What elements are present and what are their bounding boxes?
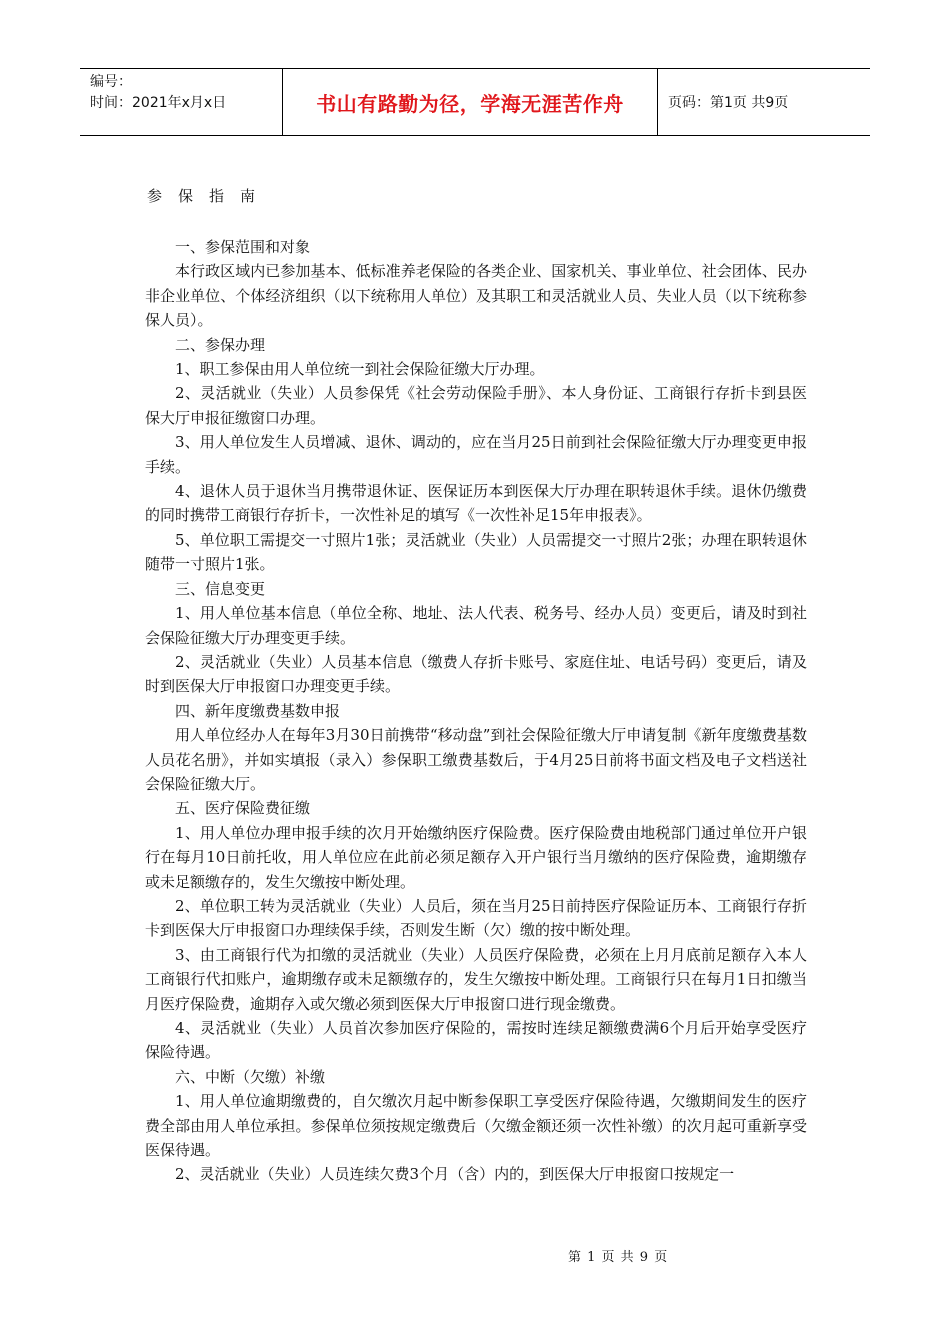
- document-body: [145, 235, 807, 1187]
- paragraph: 5、单位职工需提交一寸照片1张；灵活就业（失业）人员需提交一寸照片2张；办理在职转退休随带一寸照片1张。: [145, 530, 807, 574]
- paragraph: 3、由工商银行代为扣缴的灵活就业（失业）人员医疗保险费，必须在上月月底前足额存入本人工商银行代扣账户，逾期缴存或未足额缴存的，发生欠缴按中断处理。工商银行只在每月1日扣缴当月医疗保险费，逾期存入或欠缴必须到医保大厅申报窗口进行现金缴费。: [145, 945, 807, 1013]
- header-page-info: 页码：第1页 共9页: [668, 95, 789, 111]
- section-heading: 六、中断（欠缴）补缴: [175, 1067, 326, 1086]
- paragraph: 1、职工参保由用人单位统一到社会保险征缴大厅办理。: [175, 360, 545, 379]
- paragraph: 本行政区域内已参加基本、低标准养老保险的各类企业、国家机关、事业单位、社会团体、民办非企业单位、个体经济组织（以下统称用人单位）及其职工和灵活就业人员、失业人员（以下统称参保人员）。: [145, 262, 807, 330]
- document-title: 参保指南: [147, 187, 272, 205]
- paragraph: 1、用人单位逾期缴费的，自欠缴次月起中断参保职工享受医疗保险待遇，欠缴期间发生的医疗费全部由用人单位承担。参保单位须按规定缴费后（欠缴金额还须一次性补缴）的次月起可重新享受医保待遇。: [145, 1092, 807, 1160]
- paragraph: 2、灵活就业（失业）人员参保凭《社会劳动保险手册》、本人身份证、工商银行存折卡到县医保大厅申报征缴窗口办理。: [145, 384, 807, 427]
- page-footer: 第 1 页 共 9 页: [568, 1250, 669, 1265]
- header-meta: [80, 69, 282, 135]
- page-header: [80, 68, 870, 136]
- section-heading: 四、新年度缴费基数申报: [175, 701, 341, 720]
- section-heading: 一、参保范围和对象: [175, 238, 311, 256]
- paragraph: 3、用人单位发生人员增减、退休、调动的，应在当月25日前到社会保险征缴大厅办理变更申报手续。: [145, 433, 807, 476]
- time-label: 时间：2021年x月x日: [90, 95, 227, 111]
- paragraph: 4、灵活就业（失业）人员首次参加医疗保险的，需按时连续足额缴费满6个月后开始享受医疗保险待遇。: [145, 1019, 807, 1062]
- paragraph: 用人单位经办人在每年3月30日前携带“移动盘”到社会保险征缴大厅申请复制《新年度缴费基数人员花名册》，并如实填报（录入）参保职工缴费基数后，于4月25日前将书面文档及电子文档送社会保险征缴大厅。: [145, 726, 807, 793]
- section-heading: 五、医疗保险费征缴: [175, 799, 311, 818]
- paragraph: 1、用人单位基本信息（单位全称、地址、法人代表、税务号、经办人员）变更后，请及时到社会保险征缴大厅办理变更手续。: [145, 604, 807, 647]
- paragraph: 4、退休人员于退休当月携带退休证、医保证历本到医保大厅办理在职转退休手续。退休仍缴费的同时携带工商银行存折卡，一次性补足的填写《一次性补足15年申报表》。: [145, 482, 807, 525]
- section-heading: 三、信息变更: [175, 579, 266, 598]
- section-heading: 二、参保办理: [175, 335, 266, 354]
- paragraph: 2、灵活就业（失业）人员基本信息（缴费人存折卡账号、家庭住址、电话号码）变更后，请及时到医保大厅申报窗口办理变更手续。: [145, 652, 807, 696]
- paragraph: 2、灵活就业（失业）人员连续欠费3个月（含）内的，到医保大厅申报窗口按规定一: [175, 1165, 735, 1184]
- paragraph: 2、单位职工转为灵活就业（失业）人员后，须在当月25日前持医疗保险证历本、工商银行存折卡到医保大厅申报窗口办理续保手续，否则发生断（欠）缴的按中断处理。: [145, 896, 807, 940]
- header-motto: 书山有路勤为径，学海无涯苦作舟: [282, 69, 658, 135]
- paragraph: 1、用人单位办理申报手续的次月开始缴纳医疗保险费。医疗保险费由地税部门通过单位开户银行在每月10日前托收，用人单位应在此前必须足额存入开户银行当月缴纳的医疗保险费，逾期缴存或未足额缴存的，发生欠缴按中断处理。: [145, 823, 807, 891]
- number-label: 编号：: [90, 74, 132, 90]
